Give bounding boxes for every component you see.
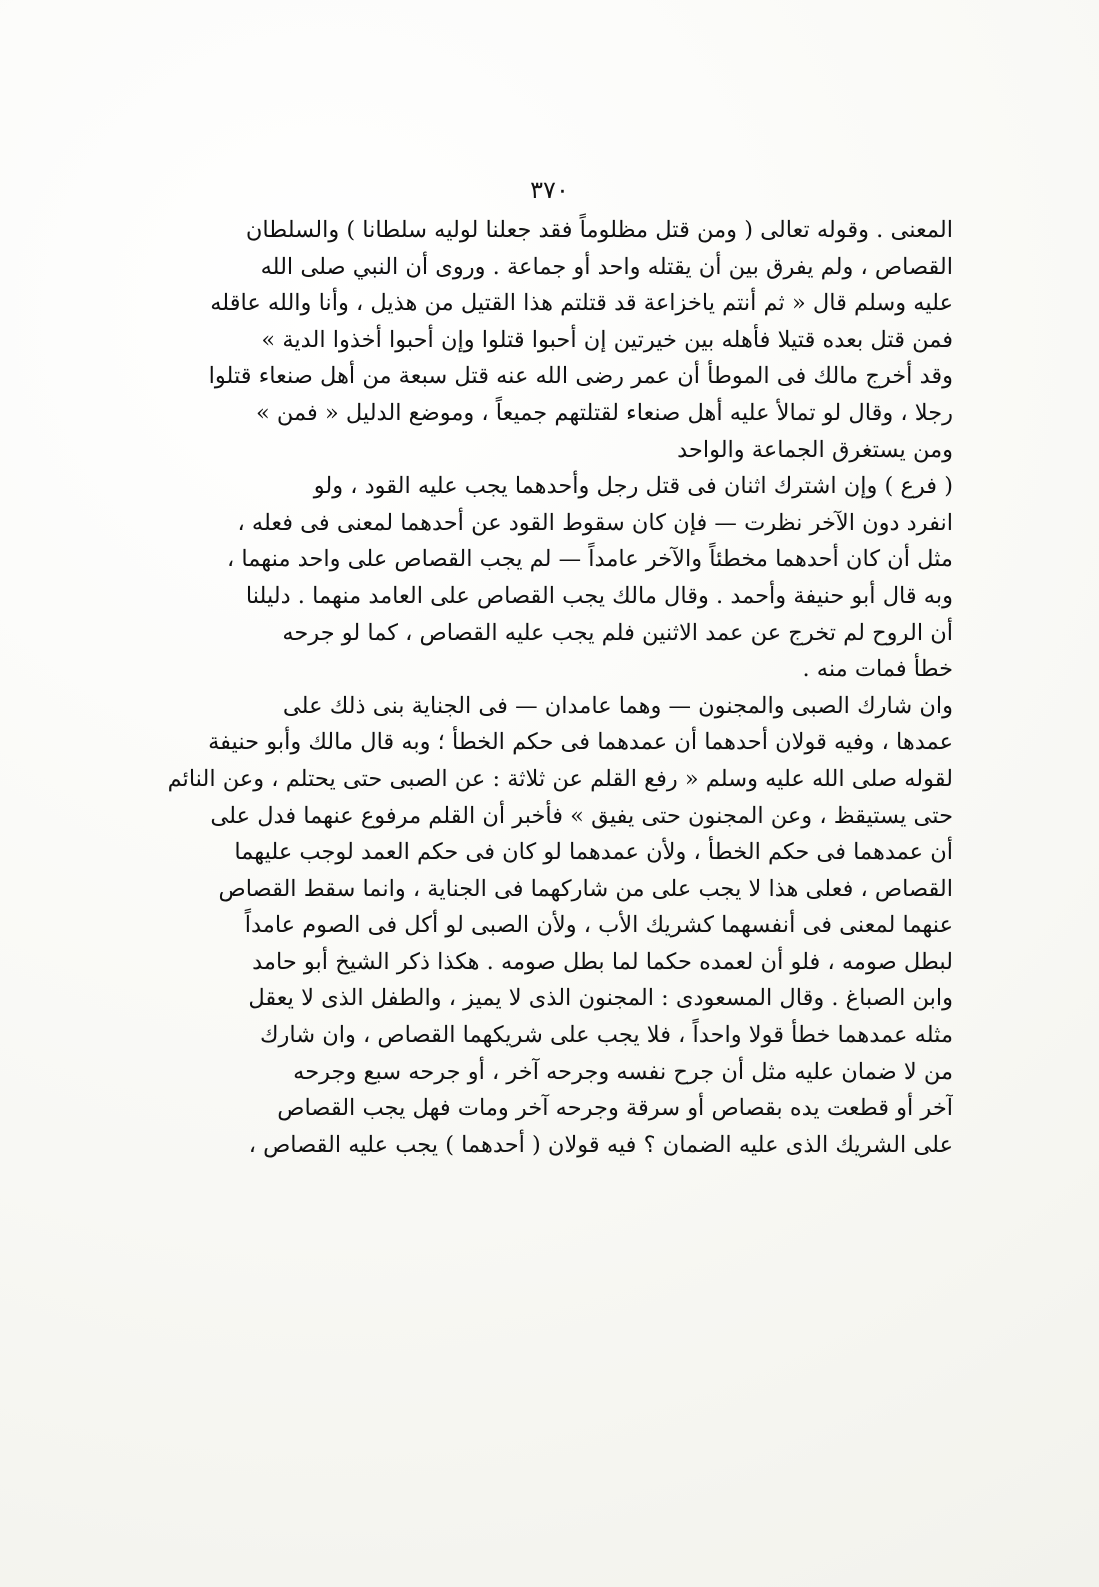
text-line: أن الروح لم تخرج عن عمد الاثنين فلم يجب عليه القصاص ، كما لو جرحه: [282, 619, 953, 646]
text-line: وان شارك الصبى والمجنون — وهما عامدان — فى الجناية بنى ذلك على: [282, 692, 953, 719]
text-line: لبطل صومه ، فلو أن لعمده حكما لما بطل صومه . هكذا ذكر الشيخ أبو حامد: [252, 948, 953, 975]
text-line: على الشريك الذى عليه الضمان ؟ فيه قولان ( أحدهما ) يجب عليه القصاص ،: [248, 1131, 953, 1158]
text-line: القصاص ، ولم يفرق بين أن يقتله واحد أو جماعة . وروى أن النبي صلى الله: [260, 253, 953, 280]
text-line: ومن يستغرق الجماعة والواحد: [677, 436, 953, 463]
text-line: آخر أو قطعت يده بقصاص أو سرقة وجرحه آخر ومات فهل يجب القصاص: [277, 1095, 953, 1122]
text-line: رجلا ، وقال لو تمالأ عليه أهل صنعاء لقتلتهم جميعاً ، وموضع الدليل « فمن »: [255, 399, 953, 426]
text-line: مثله عمدهما خطأ قولا واحداً ، فلا يجب على شريكهما القصاص ، وان شارك: [259, 1022, 953, 1049]
text-line: فمن قتل بعده قتيلا فأهله بين خيرتين إن أحبوا قتلوا وإن أحبوا أخذوا الدية »: [261, 326, 953, 353]
body-text: [157, 212, 953, 1163]
text-line: لقوله صلى الله عليه وسلم « رفع القلم عن ثلاثة : عن الصبى حتى يحتلم ، وعن النائم: [167, 765, 953, 792]
text-line: عليه وسلم قال « ثم أنتم ياخزاعة قد قتلتم هذا القتيل من هذيل ، وأنا والله عاقله: [210, 290, 953, 317]
text-line: عنهما لمعنى فى أنفسهما كشريك الأب ، ولأن الصبى لو أكل فى الصوم عامداً: [244, 912, 953, 939]
text-line: أن عمدهما فى حكم الخطأ ، ولأن عمدهما لو كان فى حكم العمد لوجب عليهما: [234, 839, 953, 866]
text-line: وابن الصباغ . وقال المسعودى : المجنون الذى لا يميز ، والطفل الذى لا يعقل: [248, 985, 953, 1012]
text-line: ( فرع ) وإن اشترك اثنان فى قتل رجل وأحدهما يجب عليه القود ، ولو: [313, 473, 953, 500]
text-line: من لا ضمان عليه مثل أن جرح نفسه وجرحه آخر ، أو جرحه سبع وجرحه: [293, 1058, 953, 1085]
text-line: خطأ فمات منه .: [802, 656, 953, 683]
text-line: حتى يستيقظ ، وعن المجنون حتى يفيق » فأخبر أن القلم مرفوع عنهما فدل على: [210, 802, 953, 829]
text-line: وبه قال أبو حنيفة وأحمد . وقال مالك يجب القصاص على العامد منهما . دليلنا: [245, 582, 953, 609]
paragraph-3: [157, 688, 953, 1164]
text-line: وقد أخرج مالك فى الموطأ أن عمر رضى الله عنه قتل سبعة من أهل صنعاء قتلوا: [208, 363, 953, 390]
text-line: القصاص ، فعلى هذا لا يجب على من شاركهما فى الجناية ، وانما سقط القصاص: [218, 875, 953, 902]
page-number: ٣٧٠: [530, 176, 569, 204]
text-line: مثل أن كان أحدهما مخطئاً والآخر عامداً — لم يجب القصاص على واحد منهما ،: [227, 546, 953, 573]
text-line: انفرد دون الآخر نظرت — فإن كان سقوط القود عن أحدهما لمعنى فى فعله ،: [237, 509, 953, 536]
paragraph-2: [157, 468, 953, 688]
text-line: المعنى . وقوله تعالى ( ومن قتل مظلوماً فقد جعلنا لوليه سلطانا ) والسلطان: [245, 217, 953, 243]
text-line: عمدها ، وفيه قولان أحدهما أن عمدهما فى حكم الخطأ ؛ وبه قال مالك وأبو حنيفة: [208, 729, 953, 756]
paragraph-1: [157, 212, 953, 468]
